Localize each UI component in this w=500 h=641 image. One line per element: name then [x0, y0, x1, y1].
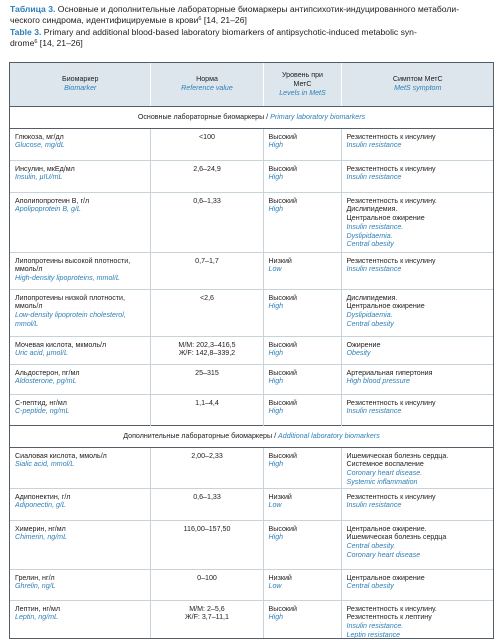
cell-level	[263, 336, 341, 364]
cell-level	[263, 569, 341, 600]
biomarker-ru: Мочевая кислота, мкмоль/л	[15, 340, 107, 349]
level-en: High	[268, 141, 284, 150]
table-row	[10, 600, 493, 639]
header-biomarker	[10, 63, 150, 106]
biomarker-en: Low-density lipoprotein cholesterol,	[15, 311, 126, 320]
biomarker-ru: Аполипопротеин B, г/л	[15, 196, 90, 205]
cell-level	[263, 364, 341, 394]
reference-value: 25–315	[195, 368, 219, 377]
header-biomarker-ru: Биомаркер	[62, 75, 99, 84]
symptom-en: Central obesity	[346, 319, 394, 328]
symptom-en: Coronary heart disease.	[346, 469, 423, 478]
biomarker-ru: Глюкоза, мг/дл	[15, 132, 64, 141]
cell-level	[263, 600, 341, 639]
cell-reference	[150, 447, 263, 488]
section-header-row	[10, 425, 493, 447]
cell-level	[263, 128, 341, 160]
biomarker-ru: Химерин, нг/мл	[15, 524, 66, 533]
cell-biomarker	[10, 600, 150, 639]
level-en: High	[268, 377, 284, 386]
symptom-ru: Центральное ожирение.	[346, 524, 427, 533]
level-ru: Высокий	[268, 451, 297, 460]
cell-symptom	[341, 364, 493, 394]
level-ru: Высокий	[268, 164, 297, 173]
cell-reference	[150, 488, 263, 520]
level-ru: Высокий	[268, 196, 297, 205]
table-row	[10, 160, 493, 192]
level-ru: Высокий	[268, 340, 297, 349]
header-symptom	[341, 63, 493, 106]
header-reference-en: Reference value	[181, 84, 233, 93]
biomarker-en: Ghrelin, ng/L	[15, 582, 56, 591]
level-en: Low	[268, 265, 282, 274]
header-level-ru-1: Уровень при	[281, 71, 324, 80]
biomarker-ru: Липопротеины высокой плотности,	[15, 256, 131, 265]
cell-biomarker	[10, 336, 150, 364]
symptom-ru: Системное воспаление	[346, 460, 424, 469]
level-en: High	[268, 460, 284, 469]
table-row	[10, 192, 493, 252]
cell-symptom	[341, 128, 493, 160]
cell-reference	[150, 192, 263, 252]
biomarker-ru: ммоль/л	[15, 265, 43, 274]
cell-reference	[150, 569, 263, 600]
caption-en-refs: [14, 21–26]	[37, 38, 83, 48]
cell-symptom	[341, 520, 493, 569]
cell-symptom	[341, 289, 493, 336]
symptom-en: Leptin resistance	[346, 630, 401, 639]
level-ru: Низкий	[268, 256, 292, 265]
section-title-en: Primary laboratory biomarkers	[270, 112, 366, 121]
reference-value: <2,6	[199, 293, 214, 302]
cell-reference	[150, 252, 263, 289]
table-row	[10, 252, 493, 289]
reference-value: <100	[199, 132, 215, 141]
symptom-en: Insulin resistance	[346, 265, 402, 274]
caption-ru-text-1: Основные и дополнительные лабораторные биомаркеры антипсихотик-индуцированного метаболи-	[55, 4, 460, 14]
biomarker-en: Sialic acid, mmol/L	[15, 460, 75, 469]
level-en: High	[268, 173, 284, 182]
cell-level	[263, 447, 341, 488]
cell-biomarker	[10, 447, 150, 488]
cell-biomarker	[10, 289, 150, 336]
level-en: High	[268, 349, 284, 358]
cell-biomarker	[10, 160, 150, 192]
section-title	[10, 106, 493, 128]
caption-en-label: Table 3.	[10, 27, 42, 37]
cell-symptom	[341, 336, 493, 364]
cell-symptom	[341, 569, 493, 600]
section-title-separator: /	[264, 112, 271, 121]
cell-symptom	[341, 252, 493, 289]
cell-biomarker	[10, 128, 150, 160]
symptom-en: Central obesity	[346, 240, 394, 249]
table-row	[10, 394, 493, 425]
biomarker-ru: Грелин, нг/л	[15, 573, 55, 582]
cell-level	[263, 252, 341, 289]
symptom-ru: Центральное ожирение	[346, 302, 425, 311]
biomarker-en: C-peptide, ng/mL	[15, 407, 70, 416]
level-ru: Высокий	[268, 368, 297, 377]
caption-en-text-2: drome	[10, 38, 35, 48]
biomarker-en: Apolipoprotein B, g/L	[15, 205, 81, 214]
cell-reference	[150, 336, 263, 364]
cell-reference	[150, 600, 263, 639]
header-symptom-en: MetS symptom	[394, 84, 442, 93]
cell-biomarker	[10, 364, 150, 394]
level-en: High	[268, 407, 284, 416]
cell-level	[263, 192, 341, 252]
reference-value: Ж/F: 3,7–11,1	[185, 613, 229, 622]
level-en: High	[268, 533, 284, 542]
caption-en	[10, 27, 494, 49]
level-ru: Высокий	[268, 524, 297, 533]
cell-reference	[150, 520, 263, 569]
header-level	[263, 63, 341, 106]
biomarker-ru: Адипонектин, г/л	[15, 492, 71, 501]
header-reference-ru: Норма	[196, 75, 218, 84]
biomarker-ru: Липопротеины низкой плотности,	[15, 293, 125, 302]
reference-value: Ж/F: 142,8–339,2	[178, 349, 236, 358]
biomarker-en: Adiponectin, g/L	[15, 501, 66, 510]
symptom-en: Coronary heart disease	[346, 550, 421, 559]
biomarker-en: High-density lipoproteins, mmol/L	[15, 274, 120, 283]
symptom-en: Insulin resistance	[346, 141, 402, 150]
symptom-ru: Артериальная гипертония	[346, 368, 433, 377]
cell-level	[263, 488, 341, 520]
symptom-en: Obesity	[346, 349, 371, 358]
biomarker-en: Aldosterone, pg/mL	[15, 377, 77, 386]
reference-value: 2,6–24,9	[193, 164, 221, 173]
biomarker-ru: Альдостерон, пг/мл	[15, 368, 80, 377]
symptom-en: Insulin resistance.	[346, 622, 404, 631]
section-header-row	[10, 106, 493, 128]
reference-value: 0,6–1,33	[193, 196, 221, 205]
biomarker-table	[9, 62, 494, 639]
header-level-en: Levels in MetS	[279, 88, 326, 97]
section-title	[10, 425, 493, 447]
reference-value: М/M: 2–5,6	[189, 604, 225, 613]
symptom-ru: Центральное ожирение	[346, 573, 425, 582]
table-row	[10, 447, 493, 488]
symptom-ru: Ожирение	[346, 340, 381, 349]
table-row	[10, 289, 493, 336]
table-caption	[10, 4, 494, 49]
biomarker-en: Leptin, ng/mL	[15, 613, 58, 622]
biomarker-en: Insulin, µIU/mL	[15, 173, 63, 182]
biomarker-en: Glucose, mg/dL	[15, 141, 65, 150]
caption-ru-refs: [14, 21–26]	[201, 15, 247, 25]
table-row	[10, 336, 493, 364]
symptom-ru: Резистентность к инсулину	[346, 256, 436, 265]
caption-ru-sup: 6	[198, 16, 202, 22]
level-ru: Низкий	[268, 492, 292, 501]
biomarker-en: Uric acid, µmol/L	[15, 349, 68, 358]
cell-level	[263, 394, 341, 425]
cell-biomarker	[10, 520, 150, 569]
reference-value: М/M: 202,3–416,5	[178, 340, 236, 349]
caption-en-sup: 6	[34, 39, 38, 45]
table-row	[10, 520, 493, 569]
cell-symptom	[341, 600, 493, 639]
biomarker-en: mmol/L	[15, 319, 39, 328]
level-ru: Низкий	[268, 573, 292, 582]
biomarker-ru: ммоль/л	[15, 302, 43, 311]
reference-value: 0–100	[197, 573, 217, 582]
symptom-en: Dyslipidaemia.	[346, 231, 393, 240]
symptom-en: Central obesity.	[346, 542, 396, 551]
caption-en-text-1: Primary and additional blood-based laboratory biomarkers of antipsychotic-induced metabolic syn-	[41, 27, 417, 37]
symptom-ru: Дислипидемия.	[346, 293, 398, 302]
cell-reference	[150, 160, 263, 192]
biomarker-ru: Сиаловая кислота, ммоль/л	[15, 451, 107, 460]
reference-value: 2,00–2,33	[191, 451, 223, 460]
table-row	[10, 488, 493, 520]
symptom-en: Insulin resistance	[346, 407, 402, 416]
level-en: High	[268, 613, 284, 622]
biomarker-ru: Инсулин, мкЕд/мл	[15, 164, 75, 173]
cell-symptom	[341, 488, 493, 520]
level-en: Low	[268, 501, 282, 510]
symptom-ru: Резистентность к инсулину	[346, 398, 436, 407]
reference-value: 1,1–4,4	[195, 398, 219, 407]
header-level-ru-2: МетС	[293, 79, 312, 88]
cell-biomarker	[10, 394, 150, 425]
level-en: High	[268, 205, 284, 214]
symptom-ru: Резистентность к инсулину	[346, 132, 436, 141]
cell-symptom	[341, 447, 493, 488]
table-header-row	[10, 63, 493, 106]
cell-biomarker	[10, 252, 150, 289]
level-en: High	[268, 302, 284, 311]
caption-ru-label: Таблица 3.	[10, 4, 56, 14]
symptom-en: Systemic inflammation	[346, 477, 418, 486]
symptom-ru: Резистентность к инсулину.	[346, 604, 437, 613]
level-ru: Высокий	[268, 604, 297, 613]
reference-value: 0,7–1,7	[195, 256, 219, 265]
header-reference	[150, 63, 263, 106]
table-body	[10, 106, 493, 639]
symptom-en: Insulin resistance	[346, 501, 402, 510]
header-symptom-ru: Симптом МетС	[392, 75, 443, 84]
symptom-en: Insulin resistance	[346, 173, 402, 182]
level-ru: Высокий	[268, 398, 297, 407]
caption-ru-text-2: ческого синдрома, идентифицируемые в крови	[10, 15, 199, 25]
symptom-ru: Резистентность к инсулину	[346, 492, 436, 501]
cell-reference	[150, 364, 263, 394]
section-title-separator: /	[272, 431, 279, 440]
cell-biomarker	[10, 569, 150, 600]
section-title-en: Additional laboratory biomarkers	[278, 431, 380, 440]
cell-symptom	[341, 192, 493, 252]
symptom-ru: Дислипидемия.	[346, 205, 398, 214]
level-ru: Высокий	[268, 132, 297, 141]
level-en: Low	[268, 582, 282, 591]
table-row	[10, 128, 493, 160]
symptom-ru: Центральное ожирение	[346, 214, 425, 223]
cell-reference	[150, 289, 263, 336]
table-row	[10, 569, 493, 600]
reference-value: 116,00–157,50	[183, 524, 231, 533]
caption-ru	[10, 4, 494, 26]
table-row	[10, 364, 493, 394]
symptom-ru: Резистентность к инсулину	[346, 164, 436, 173]
reference-value: 0,6–1,33	[193, 492, 221, 501]
cell-level	[263, 520, 341, 569]
symptom-ru: Резистентность к лептину	[346, 613, 432, 622]
header-biomarker-en: Biomarker	[64, 84, 97, 93]
section-title-ru: Основные лабораторные биомаркеры	[137, 112, 265, 121]
cell-level	[263, 289, 341, 336]
symptom-en: Insulin resistance.	[346, 222, 404, 231]
symptom-en: Dyslipidaemia.	[346, 311, 393, 320]
symptom-ru: Ишемическая болезнь сердца.	[346, 451, 449, 460]
cell-reference	[150, 128, 263, 160]
cell-biomarker	[10, 488, 150, 520]
symptom-en: High blood pressure	[346, 377, 410, 386]
cell-level	[263, 160, 341, 192]
symptom-ru: Ишемическая болезнь сердца	[346, 533, 447, 542]
cell-reference	[150, 394, 263, 425]
biomarker-en: Chimerin, ng/mL	[15, 533, 68, 542]
cell-biomarker	[10, 192, 150, 252]
biomarker-ru: Лептин, нг/мл	[15, 604, 61, 613]
level-ru: Высокий	[268, 293, 297, 302]
cell-symptom	[341, 160, 493, 192]
section-title-ru: Дополнительные лабораторные биомаркеры	[123, 431, 273, 440]
symptom-ru: Резистентность к инсулину.	[346, 196, 437, 205]
symptom-en: Central obesity	[346, 582, 394, 591]
cell-symptom	[341, 394, 493, 425]
biomarker-ru: С-пептид, нг/мл	[15, 398, 67, 407]
